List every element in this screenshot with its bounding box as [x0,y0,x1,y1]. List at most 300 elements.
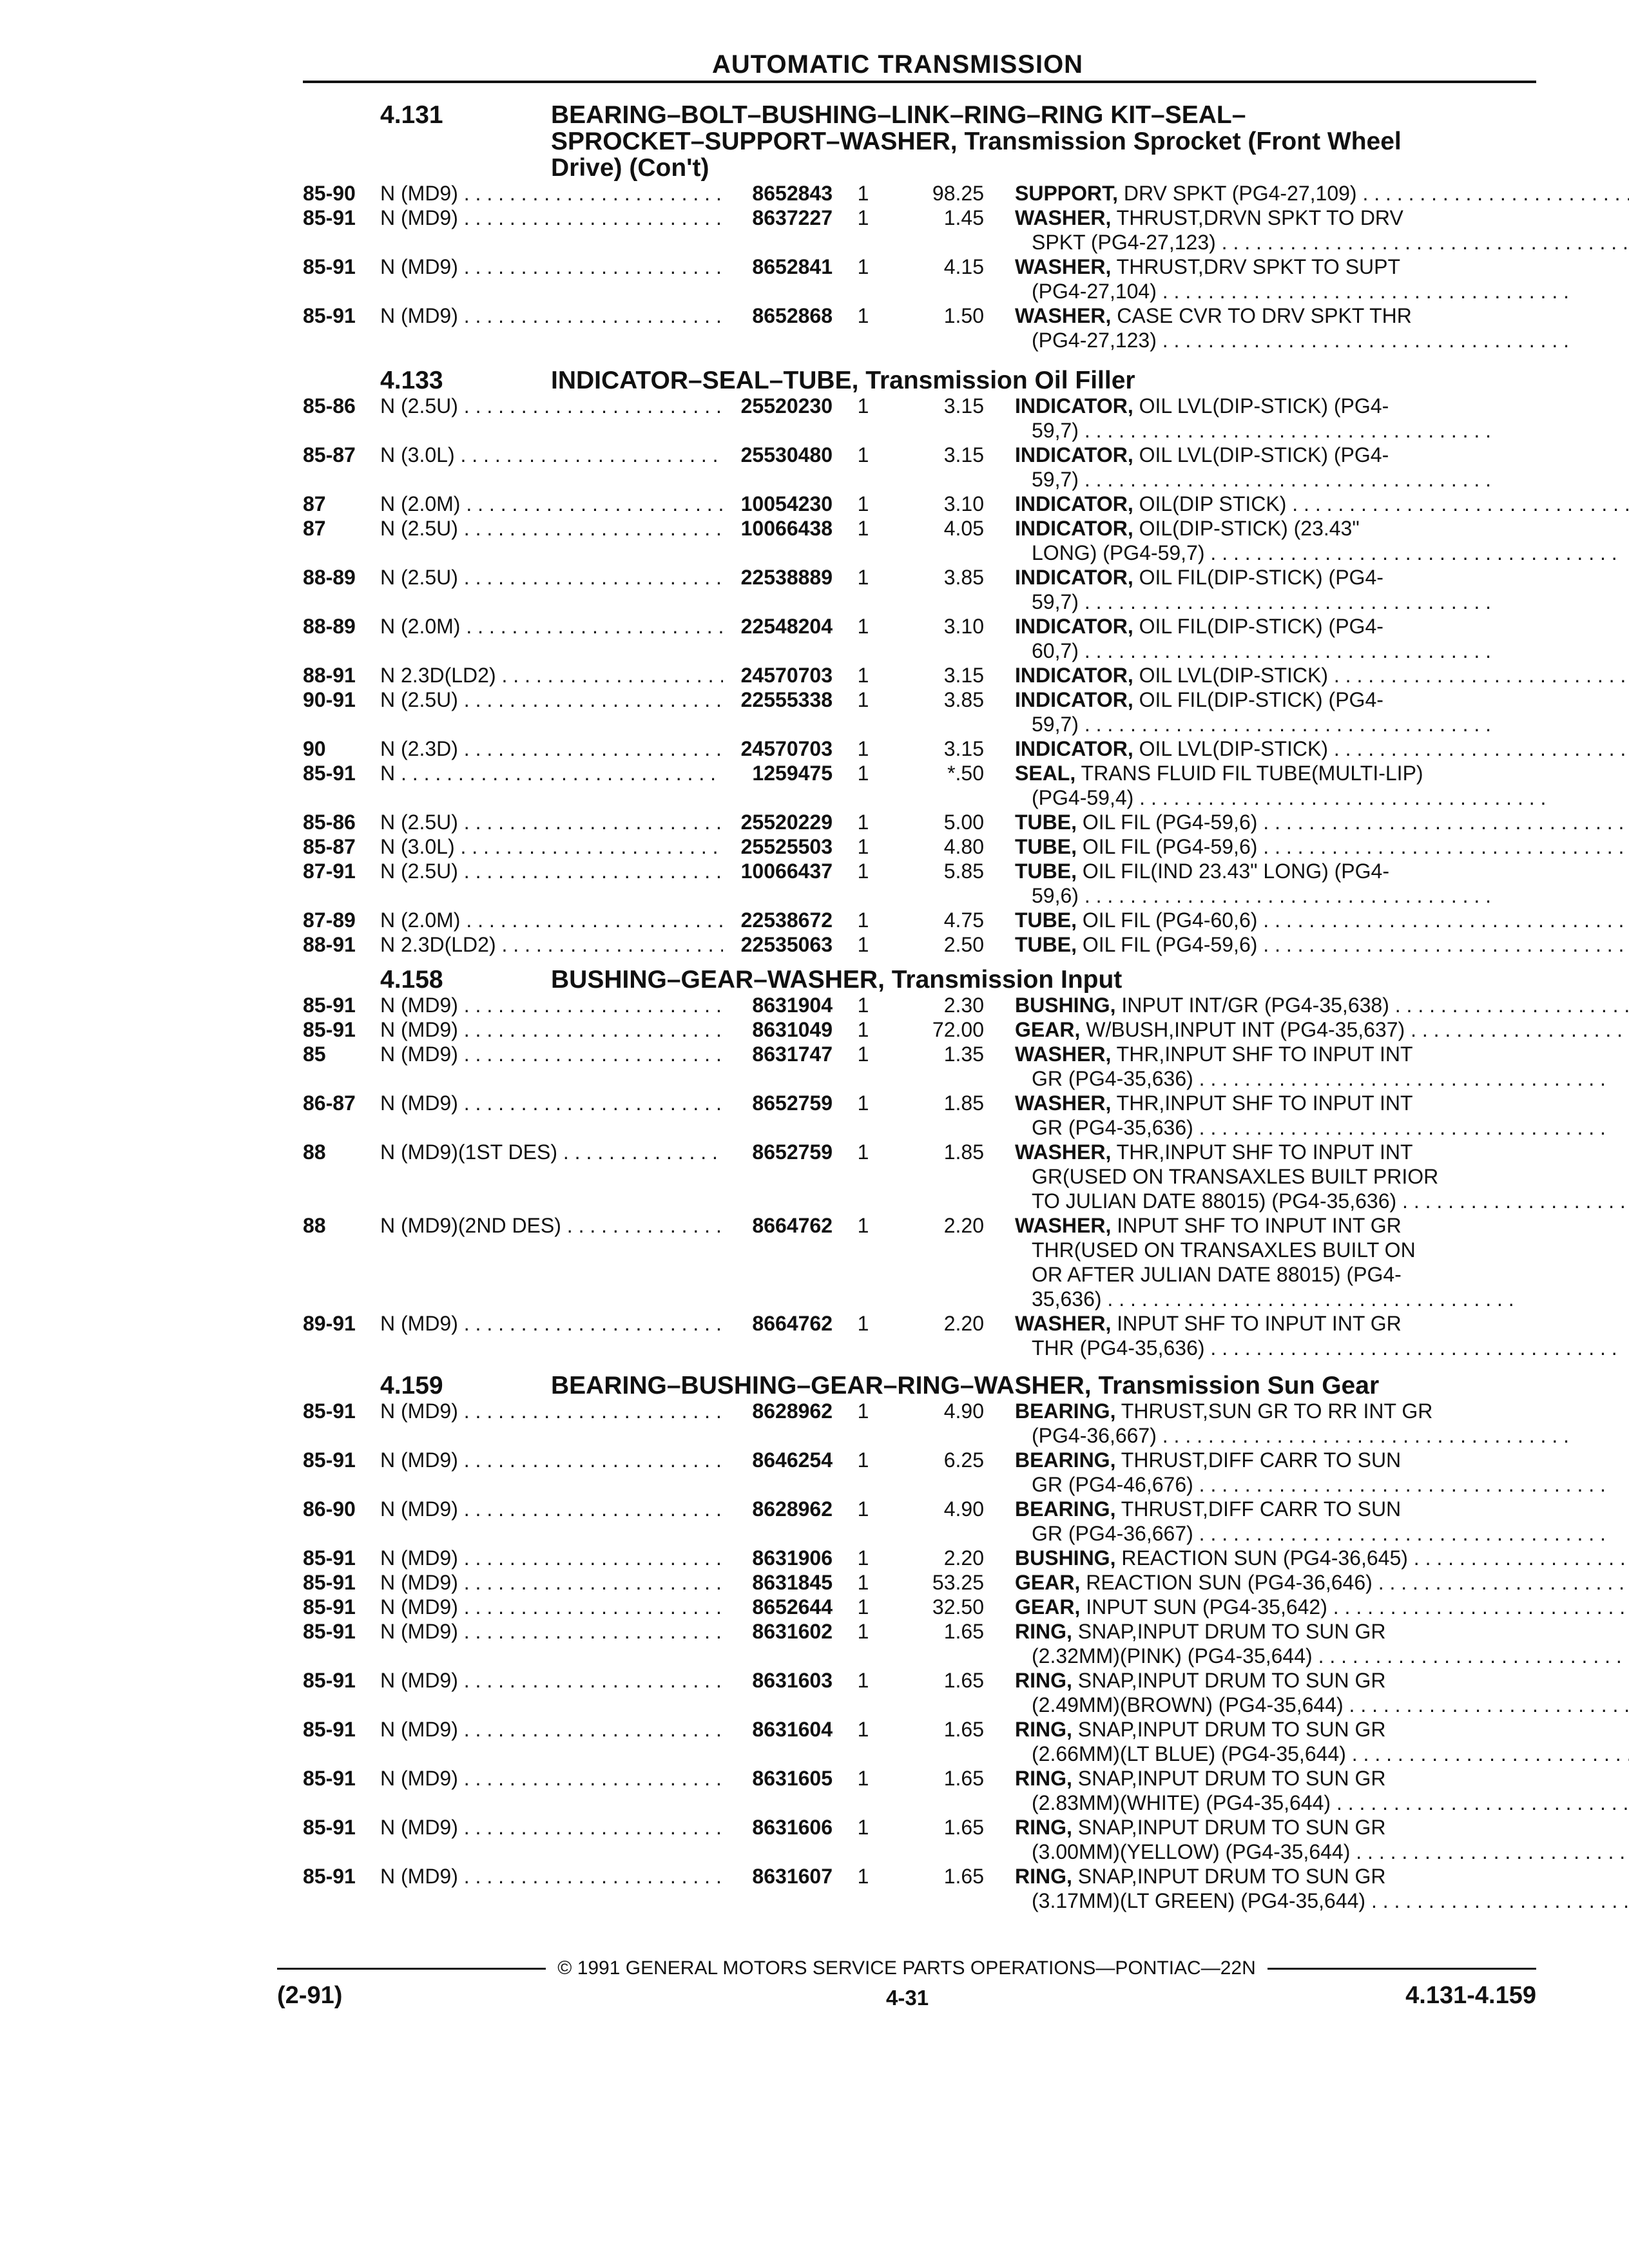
model-years: 85-87 [303,835,356,858]
description-text: THR(USED ON TRANSAXLES BUILT ON [1032,1238,1416,1262]
quantity: 1 [857,1865,869,1888]
part-name: WASHER, [1015,1312,1112,1335]
model-years: 85-87 [303,443,356,466]
model-years: 85-91 [303,206,356,229]
part-name: SEAL, [1015,762,1076,785]
table-row [303,1140,1536,1213]
quantity: 1 [857,1043,869,1066]
price: 4.80 [943,835,984,858]
description-line [1015,761,1546,785]
table-row [303,993,1536,1017]
quantity: 1 [857,1497,869,1521]
description-text: REACTION SUN (PG4-36,645) [1121,1546,1408,1570]
model-years: 88-91 [303,933,356,956]
table-row [303,1717,1536,1766]
description-line [1015,1595,1629,1619]
table-row [303,736,1536,761]
description-text: (PG4-27,104) [1032,280,1157,303]
model-years: 88-91 [303,664,356,687]
price: 4.75 [943,908,984,932]
price: 4.90 [943,1497,984,1521]
model-years: 87-91 [303,860,356,883]
table-row [303,932,1536,957]
description-text: OIL LVL(DIP-STICK) [1139,737,1328,760]
part-name: INDICATOR, [1015,688,1133,711]
price: 3.85 [943,566,984,589]
table-row [303,1815,1536,1864]
part-description [984,932,1629,957]
quantity: 1 [857,737,869,760]
section-heading [303,367,1536,394]
quantity: 1 [857,933,869,956]
part-name: BEARING, [1015,1497,1116,1521]
part-name: GEAR, [1015,1595,1081,1619]
usage-code: N (2.3D) . . . [380,736,723,761]
description-text: THRUST,DRVN SPKT TO DRV [1116,206,1403,229]
table-row [303,834,1536,859]
quantity: 1 [857,182,869,205]
table-row [303,1448,1536,1497]
description-text: SNAP,INPUT DRUM TO SUN GR [1077,1816,1386,1839]
model-years: 88 [303,1140,326,1164]
price: 4.05 [943,517,984,540]
description-text: THRUST,DIFF CARR TO SUN [1121,1497,1402,1521]
table-row [303,1399,1536,1448]
part-name: WASHER, [1015,1043,1112,1066]
description-text: THR,INPUT SHF TO INPUT INT [1116,1091,1413,1115]
description-text: (2.83MM)(WHITE) (PG4-35,644) [1032,1791,1331,1814]
part-description [984,1546,1629,1570]
table-row [303,394,1536,443]
description-line [1015,1472,1606,1497]
part-number: 8631906 [752,1546,833,1570]
description-text: THRUST,DIFF CARR TO SUN [1121,1448,1402,1472]
description-line [1015,1693,1629,1717]
part-number: 22535063 [740,933,833,956]
model-years: 87-89 [303,908,356,932]
part-name: RING, [1015,1669,1072,1692]
footer-date-code: (2-91) [277,1982,343,2009]
section-title: INDICATOR–SEAL–TUBE, Transmission Oil Filler [551,367,1135,394]
model-years: 85-91 [303,1669,356,1692]
part-number: 8631049 [752,1018,833,1041]
description-line [1015,279,1569,303]
description-text: (3.00MM)(YELLOW) (PG4-35,644) [1032,1840,1351,1863]
description-text: INPUT INT/GR (PG4-35,638) [1121,994,1389,1017]
part-name: TUBE, [1015,835,1077,858]
description-text: (2.49MM)(BROWN) (PG4-35,644) [1032,1693,1344,1716]
section-title: BEARING–BOLT–BUSHING–LINK–RING–RING KIT–SEAL– SPROCKET–SUPPORT–WASHER, Transmission Sprocket (Front Wheel Drive) (Con't) [551,101,1402,182]
part-number: 22555338 [740,688,833,711]
part-description [984,394,1536,443]
table-row [303,1595,1536,1619]
description-text: CASE CVR TO DRV SPKT THR [1117,304,1412,327]
quantity: 1 [857,762,869,785]
part-number: 8631603 [752,1669,833,1692]
description-text: OIL(DIP-STICK) (23.43" [1139,517,1360,540]
description-text: OIL LVL(DIP-STICK) (PG4- [1139,443,1389,466]
table-row [303,1213,1536,1311]
part-description [984,1497,1606,1546]
quantity: 1 [857,1018,869,1041]
description-line [1015,1140,1629,1164]
price: 1.65 [943,1718,984,1741]
part-number: 8664762 [752,1214,833,1237]
table-row [303,206,1536,255]
usage-code: N (MD9) . . . [380,1017,723,1042]
description-text: THR,INPUT SHF TO INPUT INT [1116,1043,1413,1066]
part-description [984,663,1629,687]
description-line [1015,834,1629,859]
part-name: RING, [1015,1865,1072,1888]
part-description [984,1570,1629,1595]
description-text: (PG4-59,4) [1032,786,1134,809]
parts-list [303,993,1536,1360]
part-description [984,810,1629,834]
section-title: BEARING–BUSHING–GEAR–RING–WASHER, Transmission Sun Gear [551,1372,1380,1399]
quantity: 1 [857,1620,869,1643]
model-years: 85-91 [303,1620,356,1643]
quantity: 1 [857,811,869,834]
quantity: 1 [857,566,869,589]
usage-code: N (MD9) . . . [380,1766,723,1815]
description-line [1015,255,1569,279]
description-line [1015,1766,1629,1791]
description-line [1015,1311,1617,1336]
table-row [303,859,1536,908]
part-number: 8652759 [752,1091,833,1115]
model-years: 88-89 [303,615,356,638]
description-text: OIL LVL(DIP-STICK) [1139,664,1328,687]
model-years: 85-91 [303,1718,356,1741]
part-description [984,614,1536,663]
price: 3.15 [943,737,984,760]
description-line [1015,687,1536,712]
usage-code: N . . . [380,761,723,810]
part-description [984,1017,1629,1042]
description-line [1015,932,1629,957]
usage-code: N (3.0L) . . . [380,834,723,859]
part-number: 8631602 [752,1620,833,1643]
page-footer [277,1957,1536,2014]
part-name: INDICATOR, [1015,443,1133,466]
description-line [1015,467,1536,492]
model-years: 90-91 [303,688,356,711]
description-line [1015,1864,1629,1888]
description-text: OIL(DIP STICK) [1139,492,1287,515]
quantity: 1 [857,994,869,1017]
parts-list [303,181,1536,352]
description-line [1015,590,1536,614]
description-text: THR (PG4-35,636) [1032,1336,1205,1360]
part-number: 22538672 [740,908,833,932]
quantity: 1 [857,1546,869,1570]
model-years: 86-87 [303,1091,356,1115]
quantity: 1 [857,835,869,858]
quantity: 1 [857,1669,869,1692]
usage-code: N (3.0L) . . . [380,443,723,492]
description-line [1015,1213,1536,1238]
description-text: REACTION SUN (PG4-36,646) [1086,1571,1373,1594]
description-text: DRV SPKT (PG4-27,109) [1123,182,1357,205]
part-number: 8631606 [752,1816,833,1839]
part-number: 25525503 [740,835,833,858]
description-line [1015,1115,1606,1140]
quantity: 1 [857,1448,869,1472]
footer-rule-left [277,1968,546,1970]
part-description [984,761,1546,810]
usage-code: N (2.5U) . . . [380,394,723,443]
part-description [984,1619,1629,1668]
description-text: 59,7) [1032,590,1079,613]
part-number: 8652843 [752,182,833,205]
description-line [1015,1815,1629,1840]
section-4-133 [303,367,1536,957]
table-row [303,1864,1536,1913]
part-name: TUBE, [1015,908,1077,932]
description-text: OIL FIL (PG4-59,6) [1082,835,1258,858]
price: 1.45 [943,206,984,229]
part-number: 8631904 [752,994,833,1017]
price: 1.85 [943,1140,984,1164]
description-text: GR (PG4-35,636) [1032,1067,1193,1090]
description-text: OIL FIL(DIP-STICK) (PG4- [1139,566,1383,589]
section-number: 4.159 [380,1372,443,1399]
description-text: 35,636) [1032,1287,1102,1311]
table-row [303,1497,1536,1546]
price: 2.20 [943,1312,984,1335]
description-line [1015,810,1629,834]
part-description [984,1042,1606,1091]
part-name: INDICATOR, [1015,615,1133,638]
table-row [303,810,1536,834]
description-line [1015,1423,1569,1448]
table-row [303,761,1536,810]
description-line [1015,1238,1536,1262]
usage-code: N (MD9) . . . [380,181,723,206]
description-text: 60,7) [1032,639,1079,662]
price: 3.85 [943,688,984,711]
price: 2.30 [943,994,984,1017]
footer-copyright: © 1991 GENERAL MOTORS SERVICE PARTS OPERATIONS—PONTIAC—22N [557,1957,1256,1979]
description-text: LONG) (PG4-59,7) [1032,541,1205,564]
part-number: 10066437 [740,860,833,883]
description-line [1015,1668,1629,1693]
description-line [1015,394,1536,418]
quantity: 1 [857,664,869,687]
description-text: SNAP,INPUT DRUM TO SUN GR [1077,1669,1386,1692]
table-row [303,181,1536,206]
parts-list [303,1399,1536,1913]
quantity: 1 [857,255,869,278]
usage-code: N (MD9) . . . [380,255,723,303]
part-name: WASHER, [1015,1091,1112,1115]
part-description [984,443,1536,492]
model-years: 85-91 [303,1865,356,1888]
model-years: 85 [303,1043,326,1066]
table-row [303,303,1536,352]
model-years: 85-91 [303,1571,356,1594]
description-line [1015,614,1536,639]
usage-code: N (MD9) . . . [380,1497,723,1546]
part-name: GEAR, [1015,1571,1081,1594]
part-name: RING, [1015,1620,1072,1643]
table-row [303,492,1536,516]
model-years: 85-91 [303,1448,356,1472]
usage-code: N (2.0M) . . . [380,908,723,932]
usage-code: N (MD9)(1ST DES) . . . [380,1140,723,1213]
price: 5.00 [943,811,984,834]
price: 1.35 [943,1043,984,1066]
description-text: 59,7) [1032,713,1079,736]
usage-code: N (MD9) . . . [380,206,723,255]
description-text: OIL FIL(IND 23.43" LONG) (PG4- [1082,860,1389,883]
part-name: WASHER, [1015,1214,1112,1237]
description-text: TO JULIAN DATE 88015) (PG4-35,636) [1032,1189,1397,1213]
price: 6.25 [943,1448,984,1472]
description-text: SNAP,INPUT DRUM TO SUN GR [1077,1767,1386,1790]
footer-page-number: 4-31 [886,1986,929,2010]
price: 72.00 [932,1018,984,1041]
description-line [1015,639,1536,663]
model-years: 85-91 [303,1018,356,1041]
part-number: 8652644 [752,1595,833,1619]
section-4-131 [303,102,1536,352]
price: 1.65 [943,1767,984,1790]
table-row [303,1546,1536,1570]
description-text: 59,7) [1032,419,1079,442]
section-heading [303,102,1536,181]
part-description [984,1091,1606,1140]
model-years: 85-86 [303,394,356,418]
model-years: 85-90 [303,182,356,205]
part-number: 8631747 [752,1043,833,1066]
description-line [1015,785,1546,810]
model-years: 90 [303,737,326,760]
quantity: 1 [857,1214,869,1237]
description-text: GR (PG4-36,667) [1032,1522,1193,1545]
part-name: INDICATOR, [1015,566,1133,589]
description-line [1015,1042,1606,1066]
quantity: 1 [857,1595,869,1619]
table-row [303,1619,1536,1668]
description-line [1015,418,1536,443]
model-years: 89-91 [303,1312,356,1335]
description-text: THRUST,DRV SPKT TO SUPT [1116,255,1401,278]
price: 2.20 [943,1546,984,1570]
section-number: 4.158 [380,966,443,994]
description-text: (PG4-36,667) [1032,1424,1157,1447]
table-row [303,908,1536,932]
description-line [1015,1546,1629,1570]
usage-code: N (2.5U) . . . [380,810,723,834]
model-years: 85-91 [303,762,356,785]
quantity: 1 [857,1399,869,1423]
description-text: SNAP,INPUT DRUM TO SUN GR [1077,1718,1386,1741]
price: 1.65 [943,1816,984,1839]
description-line [1015,712,1536,736]
model-years: 85-91 [303,1816,356,1839]
description-text: OIL LVL(DIP-STICK) (PG4- [1139,394,1389,418]
part-name: INDICATOR, [1015,664,1133,687]
usage-code: N (MD9) . . . [380,1448,723,1497]
part-name: WASHER, [1015,304,1112,327]
description-line [1015,908,1629,932]
quantity: 1 [857,1091,869,1115]
description-text: OIL FIL (PG4-60,6) [1082,908,1258,932]
table-row [303,565,1536,614]
part-description [984,1448,1606,1497]
part-number: 8631604 [752,1718,833,1741]
part-description [984,1717,1629,1766]
description-line [1015,1448,1606,1472]
description-text: INPUT SHF TO INPUT INT GR [1117,1312,1402,1335]
part-description [984,303,1569,352]
part-description [984,687,1536,736]
price: 4.90 [943,1399,984,1423]
description-text: THRUST,SUN GR TO RR INT GR [1121,1399,1433,1423]
model-years: 85-91 [303,304,356,327]
description-text: GR(USED ON TRANSAXLES BUILT PRIOR [1032,1165,1439,1188]
description-text: (2.32MM)(PINK) (PG4-35,644) [1032,1644,1313,1667]
usage-code: N (MD9) . . . [380,1619,723,1668]
description-line [1015,663,1629,687]
description-line [1015,516,1617,541]
part-description [984,1140,1629,1213]
part-number: 8631607 [752,1865,833,1888]
quantity: 1 [857,517,869,540]
quantity: 1 [857,1718,869,1741]
part-number: 10054230 [740,492,833,515]
description-line [1015,1791,1629,1815]
section-4-158 [303,966,1536,1360]
usage-code: N (MD9) . . . [380,1311,723,1360]
description-text: W/BUSH,INPUT INT (PG4-35,637) [1086,1018,1405,1041]
part-number: 25530480 [740,443,833,466]
description-text: OIL FIL (PG4-59,6) [1082,933,1258,956]
price: 1.65 [943,1620,984,1643]
usage-code: N (MD9) . . . [380,1570,723,1595]
description-line [1015,1336,1617,1360]
model-years: 85-91 [303,1399,356,1423]
description-line [1015,1619,1629,1644]
price: 1.50 [943,304,984,327]
usage-code: N (2.0M) . . . [380,614,723,663]
price: 3.15 [943,664,984,687]
usage-code: N (2.0M) . . . [380,492,723,516]
part-name: BEARING, [1015,1448,1116,1472]
quantity: 1 [857,615,869,638]
part-number: 24570703 [740,664,833,687]
description-text: OIL FIL (PG4-59,6) [1082,811,1258,834]
description-line [1015,1189,1629,1213]
description-line [1015,1262,1536,1287]
table-row [303,1311,1536,1360]
description-line [1015,303,1569,328]
usage-code: N (MD9) . . . [380,303,723,352]
price: 2.50 [943,933,984,956]
description-line [1015,1570,1629,1595]
section-number: 4.133 [380,367,443,394]
description-text: (3.17MM)(LT GREEN) (PG4-35,644) [1032,1889,1366,1912]
model-years: 85-91 [303,994,356,1017]
part-description [984,993,1629,1017]
part-name: WASHER, [1015,206,1112,229]
table-row [303,1091,1536,1140]
description-line [1015,1888,1629,1913]
description-line [1015,1840,1629,1864]
part-description [984,1213,1536,1311]
